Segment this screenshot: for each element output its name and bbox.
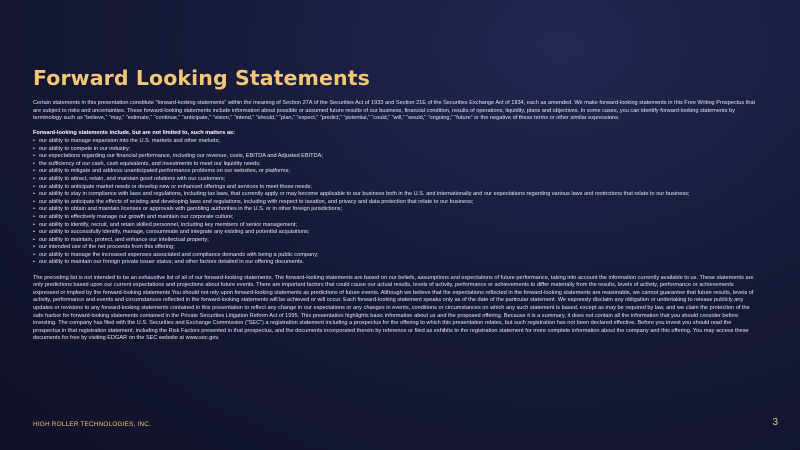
list-item: • our ability to maintain, protect, and enhance our intellectual property; xyxy=(33,237,758,245)
list-item: • our ability to maintain our foreign private issuer status; and other factors detailed in our offering documents. xyxy=(33,259,758,267)
list-item: • our ability to anticipate the effects of existing and developing laws and regulations, including with respect to taxation, and privacy and data protection that relate to our business; xyxy=(33,199,758,207)
bullet-list xyxy=(33,138,758,267)
list-item: • our intended use of the net proceeds from this offering; xyxy=(33,244,758,252)
spacer xyxy=(33,267,758,275)
closing-paragraph: The preceding list is not intended to be an exhaustive list of all of our forward-looking statements. The forward-looking statements are based on our beliefs, assumptions and expectations of future performance, taking into account the information currently available to us. These statements are only predictions based upon our current expectations and projections about future events. There are important factors that could cause our actual results, levels of activity, performance or achievements to differ materially from the results, levels of activity, performance or achievements expressed or implied by the forward-looking statements You should not rely upon forward-looking statements as predictions of future events. Although we believe that the expectations reflected in the forward-looking statements are reasonable, we cannot guarantee that future results, levels of activity, performance and events and circumstances reflected in the forward-looking statements will be achieved or will occur. Each forward-looking statement speaks only as of the date of the particular statement. We expressly disclaim any obligation or undertaking to release publicly any updates or revisions to any forward-looking statements contained in this presentation to reflect any change in our expectations or any changes in events, conditions or circumstances on which any such statement is based, except as may be required by law, and we claim the protection of the safe harbor for forward-looking statements contained in the Private Securities Litigation Reform Act of 1995. This presentation highlights basic information about us and the proposed offering. Because it is a summary, it does not contain all the information that you should consider before investing. The company has filed with the U.S. Securities and Exchange Commission (“SEC”) a registration statement including a prospectus for the offering to which this presentation relates, but such registration has not been declared effective. Before you invest you should read the prospectus in that registration statement, including the Risk Factors presented in that prospectus, and the documents incorporated therein by reference or filed as exhibits to the registration statement for more complete information about the company and this offering. You may access these documents for free by visiting EDGAR on the SEC website at www.sec.gov. xyxy=(33,274,754,342)
list-item: • our ability to compete in our industry; xyxy=(33,146,758,154)
list-item: • the sufficiency of our cash, cash equivalents, and investments to meet our liquidity needs; xyxy=(33,161,758,169)
list-item: • our ability to stay in compliance with laws and regulations, including tax laws, that currently apply or may become applicable to our business both in the U.S. and internationally and our expectations regarding various laws and restrictions that relate to our business; xyxy=(33,191,758,199)
page-number: 3 xyxy=(772,417,778,428)
list-item: • our ability to manage expansion into the U.S. markets and other markets; xyxy=(33,138,758,146)
list-item: • our ability to identify, recruit, and retain skilled personnel, including key members of senior management; xyxy=(33,222,758,230)
list-item: • our ability to mitigate and address unanticipated performance problems on our websites, or platforms; xyxy=(33,168,758,176)
list-item: • our ability to effectively manage our growth and maintain our corporate culture; xyxy=(33,214,758,222)
list-item: • our ability to manage the increased expenses associated and compliance demands with being a public company; xyxy=(33,252,758,260)
list-item: • our expectations regarding our financial performance, including our revenue, costs, EBITDA and Adjusted EBITDA; xyxy=(33,153,758,161)
list-heading: Forward-looking statements include, but are not limited to, such matters as: xyxy=(33,130,236,137)
list-item: • our ability to obtain and maintain licenses or approvals with gambling authorities in the U.S. or in other foreign jurisdictions; xyxy=(33,206,758,214)
footer-company-name: HIGH ROLLER TECHNOLOGIES, INC. xyxy=(33,421,152,428)
slide-content xyxy=(33,100,758,343)
list-item: • our ability to attract, retain, and maintain good relations with our customers; xyxy=(33,176,758,184)
list-item: • our ability to successfully identify, manage, consummate and integrate any existing and potential acquisitions; xyxy=(33,229,758,237)
spacer xyxy=(33,123,758,131)
page-title: Forward Looking Statements xyxy=(33,66,370,90)
list-item: • our ability to anticipate market needs or develop new or enhanced offerings and services to meet those needs; xyxy=(33,184,758,192)
intro-paragraph: Certain statements in this presentation constitute “forward-looking statements” within the meaning of Section 27A of the Securities Act of 1933 and Section 21E of the Securities Exchange Act of 1934, each as amended. We make forward-looking statements in this Free Writing Prospectus that are subject to risks and uncertainties. These forward-looking statements include information about possible or assumed future results of our business, financial condition, results of operations, liquidity, plans and objectives. In some cases, you can identify forward-looking statements by terminology such as “believe,” “may,” “estimate,” “continue,” “anticipate,” “vision,” “intend,” “should,” “plan,” “expect,” “predict,” “potential,” “could,” “will,” “would,” “ongoing,” “future” or the negative of these terms or other similar expressions. xyxy=(33,100,756,122)
